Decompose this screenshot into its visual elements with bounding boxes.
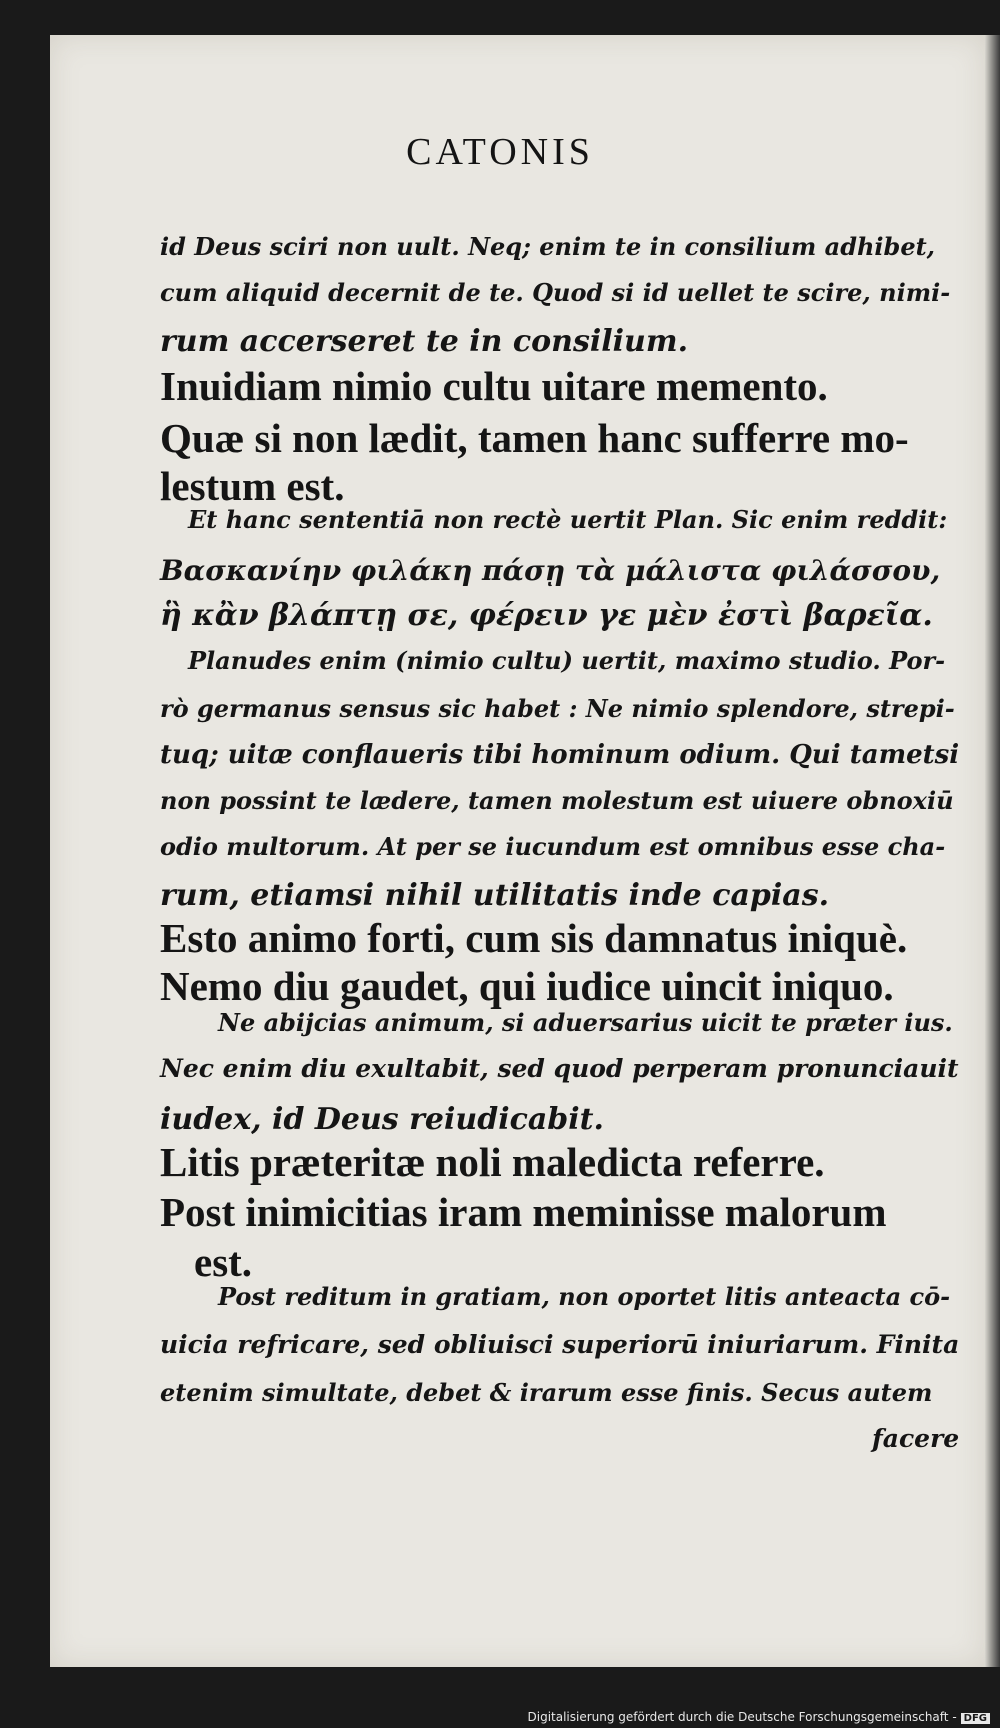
verse-line: Inuidiam nimio cultu uitare memento. [160, 363, 828, 409]
gloss-line: Planudes enim (nimio cultu) uertit, maximo studio. Por- [188, 646, 946, 675]
gloss-line: tuq; uitæ conflaueris tibi hominum odium. Qui tametsi [160, 740, 960, 770]
gloss-line: non possint te lædere, tamen molestum est uiuere obnoxiū [160, 786, 954, 815]
gloss-line: iudex, id Deus reiudicabit. [160, 1102, 604, 1137]
gloss-line: id Deus sciri non uult. Neq; enim te in consilium adhibet, [160, 232, 936, 261]
credit-text: Digitalisierung gefördert durch die Deutsche Forschungsgemeinschaft - [527, 1710, 957, 1724]
greek-line: ἣ κἂν βλάπτῃ σε, φέρειν γε μὲν ἐστὶ βαρεῖα. [160, 598, 933, 633]
verse-line: Post inimicitias iram meminisse malorum [160, 1189, 887, 1235]
gloss-line: etenim simultate, debet & irarum esse finis. Secus autem [160, 1378, 933, 1407]
verse-line: lestum est. [160, 463, 345, 509]
dfg-logo: DFG [961, 1713, 990, 1724]
gloss-line: Et hanc sententiā non rectè uertit Plan. Sic enim reddit: [188, 505, 948, 534]
gloss-line: cum aliquid decernit de te. Quod si id uellet te scire, nimi- [160, 278, 951, 307]
gloss-line: rò germanus sensus sic habet : Ne nimio splendore, strepi- [160, 694, 955, 723]
gloss-line: rum accerseret te in consilium. [160, 324, 689, 359]
running-header: CATONIS [406, 131, 594, 173]
verse-line: Litis præteritæ noli maledicta referre. [160, 1139, 825, 1185]
gloss-line: uicia refricare, sed obliuisci superiorū iniuriarum. Finita [160, 1330, 960, 1359]
gloss-line: Ne abijcias animum, si aduersarius uicit te præter ius. [218, 1008, 953, 1037]
gloss-line: rum, etiamsi nihil utilitatis inde capias. [160, 878, 830, 913]
digitization-credit [528, 1710, 991, 1724]
gloss-line: Nec enim diu exultabit, sed quod perperam pronunciauit [160, 1054, 959, 1083]
gloss-line: Post reditum in gratiam, non oportet litis anteacta cō- [218, 1282, 951, 1311]
verse-line: Esto animo forti, cum sis damnatus iniquè. [160, 915, 908, 961]
verse-line: est. [194, 1239, 253, 1285]
catchword: facere [872, 1424, 960, 1453]
gloss-line: odio multorum. At per se iucundum est omnibus esse cha- [160, 832, 946, 861]
verse-line: Nemo diu gaudet, qui iudice uincit iniquo. [160, 963, 894, 1009]
greek-line: Βασκανίην φιλάκη πάσῃ τὰ μάλιστα φιλάσσου, [160, 554, 941, 587]
page-edge [985, 35, 1000, 1667]
verse-line: Quæ si non lædit, tamen hanc sufferre mo- [160, 415, 909, 461]
